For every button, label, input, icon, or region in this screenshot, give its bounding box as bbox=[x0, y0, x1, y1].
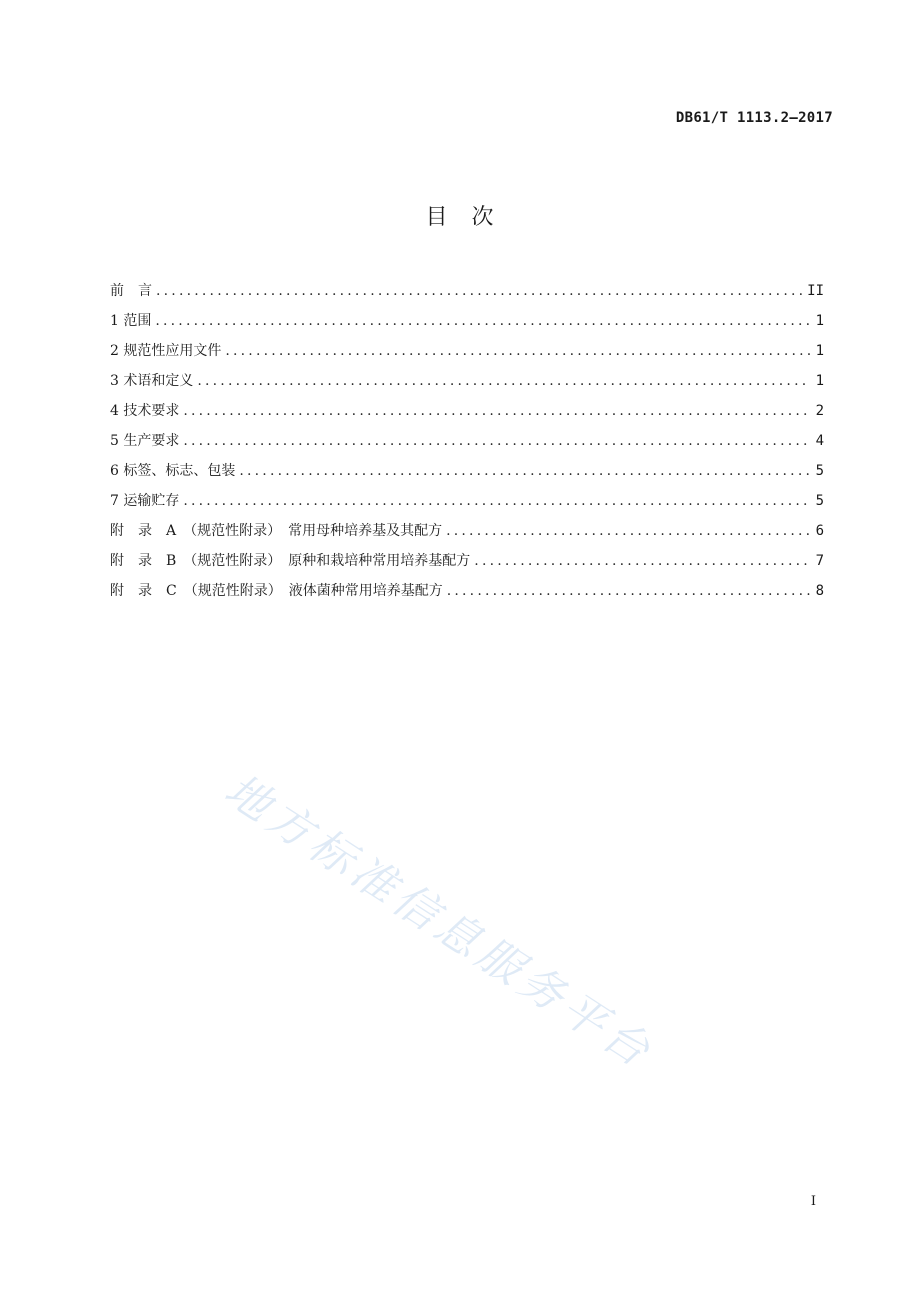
toc-entry-label: 前 言 bbox=[110, 283, 152, 299]
toc-entry-label: 1 范围 bbox=[110, 313, 152, 329]
toc-entry-label: 2 规范性应用文件 bbox=[110, 343, 222, 359]
toc-leader-dots bbox=[155, 306, 810, 336]
toc-entry-transport-storage[interactable] bbox=[110, 486, 824, 516]
toc-entry-terms-definitions[interactable] bbox=[110, 366, 824, 396]
toc-leader-dots bbox=[183, 486, 810, 516]
document-code: DB61/T 1113.2—2017 bbox=[675, 110, 833, 126]
toc-entry-page: 1 bbox=[815, 343, 824, 359]
toc-entry-page: 2 bbox=[815, 403, 824, 419]
toc-entry-page: 5 bbox=[815, 463, 824, 479]
toc-entry-label: 附 录 B （规范性附录） 原种和栽培种常用培养基配方 bbox=[110, 553, 471, 569]
toc-entry-label: 6 标签、标志、包装 bbox=[110, 463, 236, 479]
toc-leader-dots bbox=[183, 426, 810, 456]
toc-entry-page: 5 bbox=[815, 493, 824, 509]
toc-entry-label: 4 技术要求 bbox=[110, 403, 180, 419]
toc-entry-page: 4 bbox=[815, 433, 824, 449]
toc-entry-technical-requirements[interactable] bbox=[110, 396, 824, 426]
toc-entry-page: 1 bbox=[815, 373, 824, 389]
toc-leader-dots bbox=[239, 456, 810, 486]
toc-leader-dots bbox=[225, 336, 810, 366]
toc-entry-page: 7 bbox=[815, 553, 824, 569]
toc-leader-dots bbox=[197, 366, 810, 396]
toc-entry-label: 附 录 A （规范性附录） 常用母种培养基及其配方 bbox=[110, 523, 443, 539]
toc-leader-dots bbox=[474, 546, 810, 576]
toc-entry-label: 5 生产要求 bbox=[110, 433, 180, 449]
toc-leader-dots bbox=[183, 396, 810, 426]
toc-entry-production-requirements[interactable] bbox=[110, 426, 824, 456]
toc-leader-dots bbox=[447, 576, 810, 606]
toc-entry-scope[interactable] bbox=[110, 306, 824, 336]
toc-entry-normative-references[interactable] bbox=[110, 336, 824, 366]
toc-entry-foreword[interactable] bbox=[110, 276, 824, 306]
toc-entry-labeling-packaging[interactable] bbox=[110, 456, 824, 486]
toc-entry-page: 8 bbox=[815, 583, 824, 599]
toc-entry-label: 附 录 C （规范性附录） 液体菌种常用培养基配方 bbox=[110, 583, 443, 599]
toc-entry-appendix-c[interactable] bbox=[110, 576, 824, 606]
toc-leader-dots bbox=[156, 276, 803, 306]
toc-entry-page: 6 bbox=[815, 523, 824, 539]
toc-entry-page: 1 bbox=[815, 313, 824, 329]
toc-leader-dots bbox=[446, 516, 810, 546]
page-title: 目 次 bbox=[425, 205, 495, 230]
table-of-contents bbox=[110, 276, 824, 606]
toc-entry-appendix-b[interactable] bbox=[110, 546, 824, 576]
toc-entry-label: 7 运输贮存 bbox=[110, 493, 180, 509]
page-number: I bbox=[810, 1194, 816, 1209]
toc-entry-page: II bbox=[807, 283, 824, 299]
toc-entry-label: 3 术语和定义 bbox=[110, 373, 194, 389]
watermark: 地方标准信息服务平台 bbox=[215, 764, 663, 1080]
toc-entry-appendix-a[interactable] bbox=[110, 516, 824, 546]
